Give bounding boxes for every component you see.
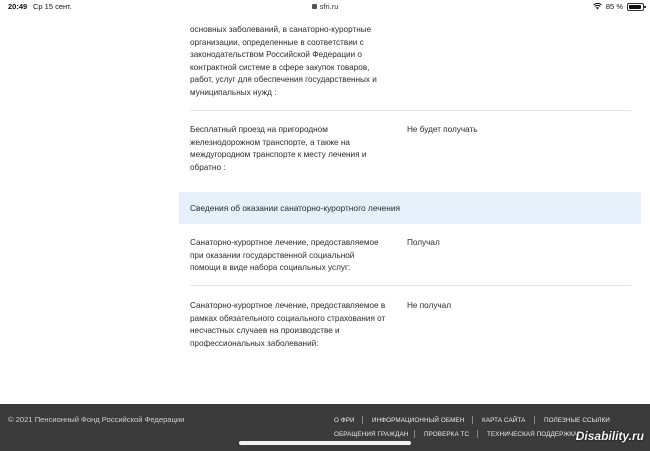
home-indicator[interactable] [239,441,411,445]
footer-separator [414,430,415,438]
row-divider [190,110,631,111]
footer-link-info-exchange[interactable]: ИНФОРМАЦИОННЫЙ ОБМЕН [372,417,465,424]
row-label-free-travel: Бесплатный проезд на пригородном железнодорожном транспорте, а также на междугородном транспорте к месту лечения и обратно : [190,125,367,172]
battery-percent: 85 % [605,2,623,11]
status-date: Ср 15 сент. [33,2,72,11]
section-header-title: Сведения об оказании санаторно-курортного лечения [190,203,401,213]
row-label-social-insurance: Санаторно-курортное лечение, предоставляемое в рамках обязательного социального страхования от несчастных случаев на производстве и профессиональных заболеваний: [190,301,386,348]
row-value-state-social-aid: Получал [407,238,440,247]
footer-link-tech-support[interactable]: ТЕХНИЧЕСКАЯ ПОДДЕРЖКА [487,431,578,438]
status-indicators [593,2,644,11]
lock-icon [312,4,317,9]
address-bar[interactable] [0,2,650,11]
footer-link-useful-links[interactable]: ПОЛЕЗНЫЕ ССЫЛКИ [544,417,610,424]
row-label-state-social-aid: Санаторно-курортное лечение, предоставляемое при оказании государственной социальной помощи в виде набора социальных услуг: [190,238,379,273]
battery-icon [627,3,644,11]
footer-separator [534,416,535,424]
footer-link-ts-check[interactable]: ПРОВЕРКА ТС [424,431,470,438]
footer-link-about[interactable]: О ФРИ [334,417,355,424]
row-value-social-insurance: Не получал [407,301,452,310]
watermark-logo: Disability.ru [575,429,644,443]
row-label-medical-organizations: основных заболеваний, в санаторно-курортные организации, определенные в соответствии с законодательством Российской Федерации о контрактной системе в сфере закупок товаров, работ, услуг для обеспечения государственных и муниципальных нужд : [190,25,377,97]
footer-separator [477,430,478,438]
footer-separator [472,416,473,424]
status-bar [0,0,650,14]
footer-link-sitemap[interactable]: КАРТА САЙТА [482,417,526,424]
section-header-sanatorium [179,192,641,224]
footer-link-citizen-appeals[interactable]: ОБРАЩЕНИЯ ГРАЖДАН [334,431,409,438]
footer-separator [362,416,363,424]
footer-copyright: © 2021 Пенсионный Фонд Российской Федерации [8,415,185,424]
row-value-free-travel: Не будет получать [407,125,478,134]
wifi-icon [593,3,602,10]
url-text: sfri.ru [319,2,339,11]
status-time: 20:49 [8,2,28,11]
row-divider [190,285,631,286]
